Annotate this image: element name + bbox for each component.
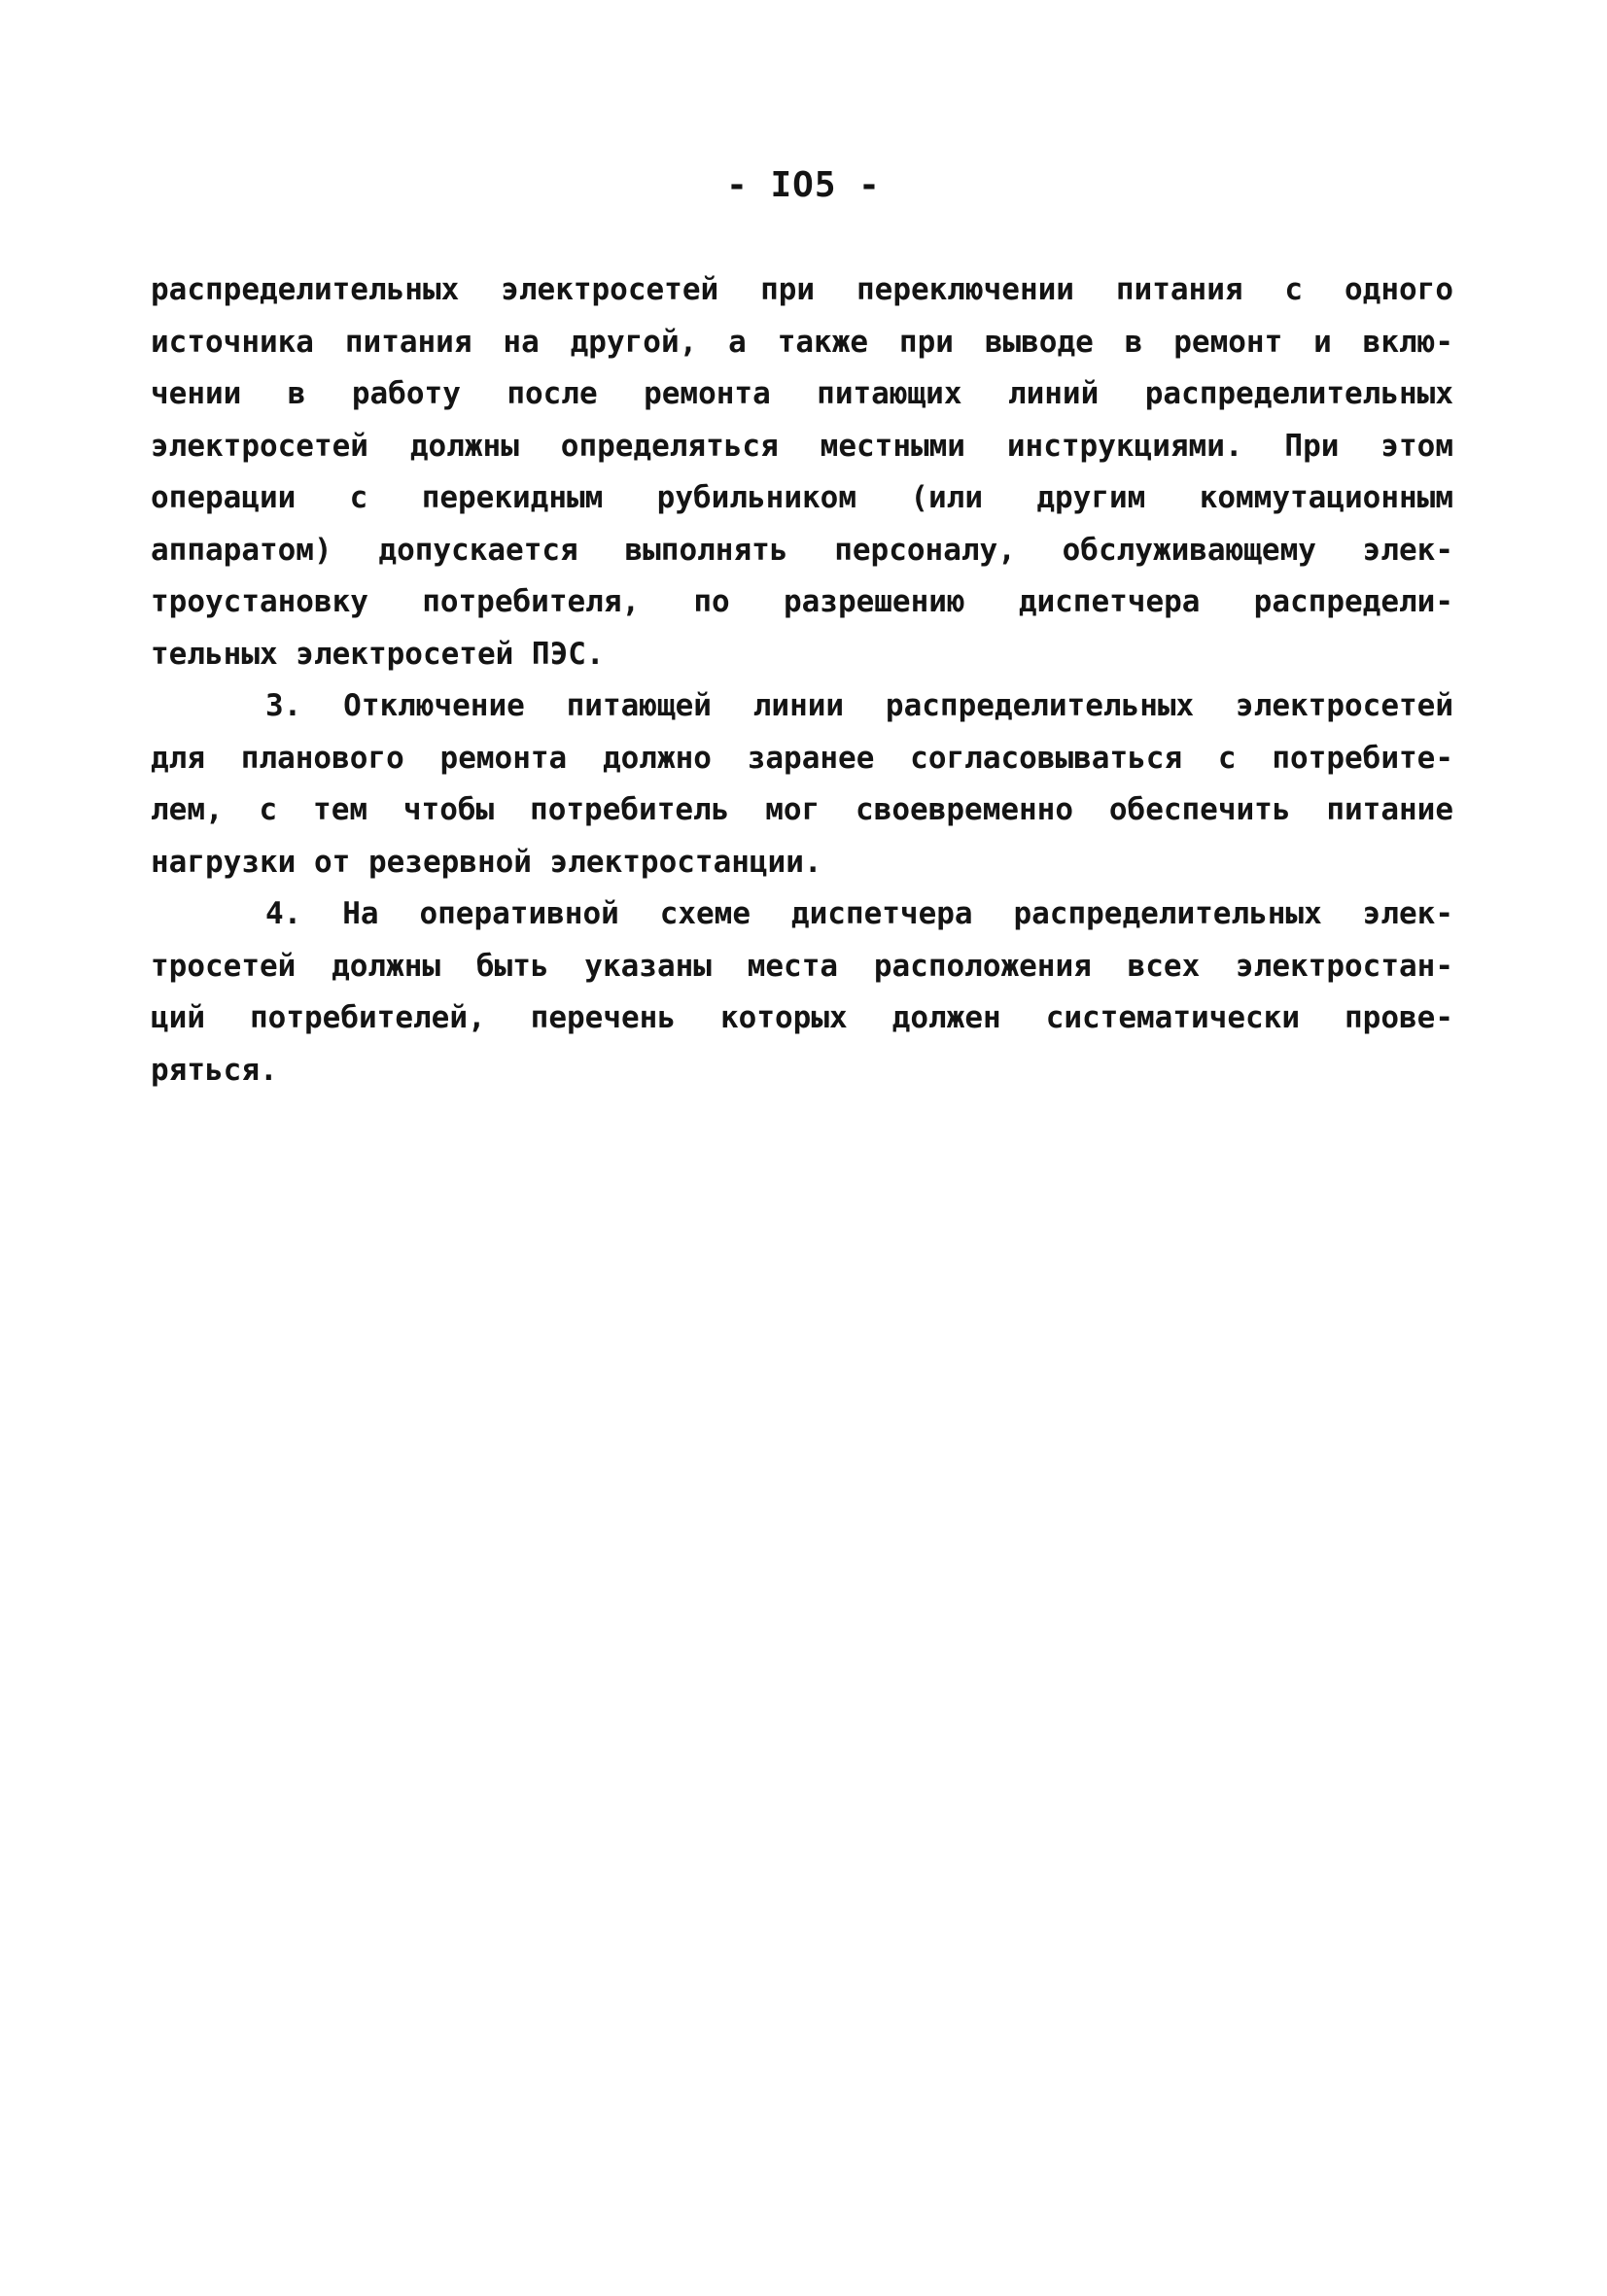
text-line-13: 4. На оперативной схеме диспетчера распределительных элек-	[265, 896, 1453, 931]
text-line-4: электросетей должны определяться местными инструкциями. При этом	[151, 428, 1453, 464]
text-line-12: нагрузки от резервной электростанции.	[151, 844, 822, 880]
text-line-8: тельных электросетей ПЭС.	[151, 636, 605, 672]
text-line-7: троустановку потребителя, по разрешению диспетчера распредели-	[151, 584, 1453, 619]
text-line-1: распределительных электросетей при переключении питания с одного	[151, 272, 1453, 307]
text-line-10: для планового ремонта должно заранее согласовываться с потребите-	[151, 740, 1453, 776]
text-line-2: источника питания на другой, а также при выводе в ремонт и вклю-	[151, 324, 1453, 360]
text-line-9: 3. Отключение питающей линии распределительных электросетей	[265, 688, 1453, 723]
text-line-15: ций потребителей, перечень которых должен систематически прове-	[151, 1000, 1453, 1035]
body-text	[151, 264, 1453, 1096]
text-line-3: чении в работу после ремонта питающих линий распределительных	[151, 376, 1453, 411]
text-line-5: операции с перекидным рубильником (или другим коммутационным	[151, 480, 1453, 515]
text-line-16: ряться.	[151, 1052, 278, 1088]
text-line-11: лем, с тем чтобы потребитель мог своевременно обеспечить питание	[151, 792, 1453, 827]
text-line-6: аппаратом) допускается выполнять персоналу, обслуживающему элек-	[151, 532, 1453, 568]
page-number: - IO5 -	[726, 165, 881, 205]
text-line-14: тросетей должны быть указаны места расположения всех электростан-	[151, 948, 1453, 984]
